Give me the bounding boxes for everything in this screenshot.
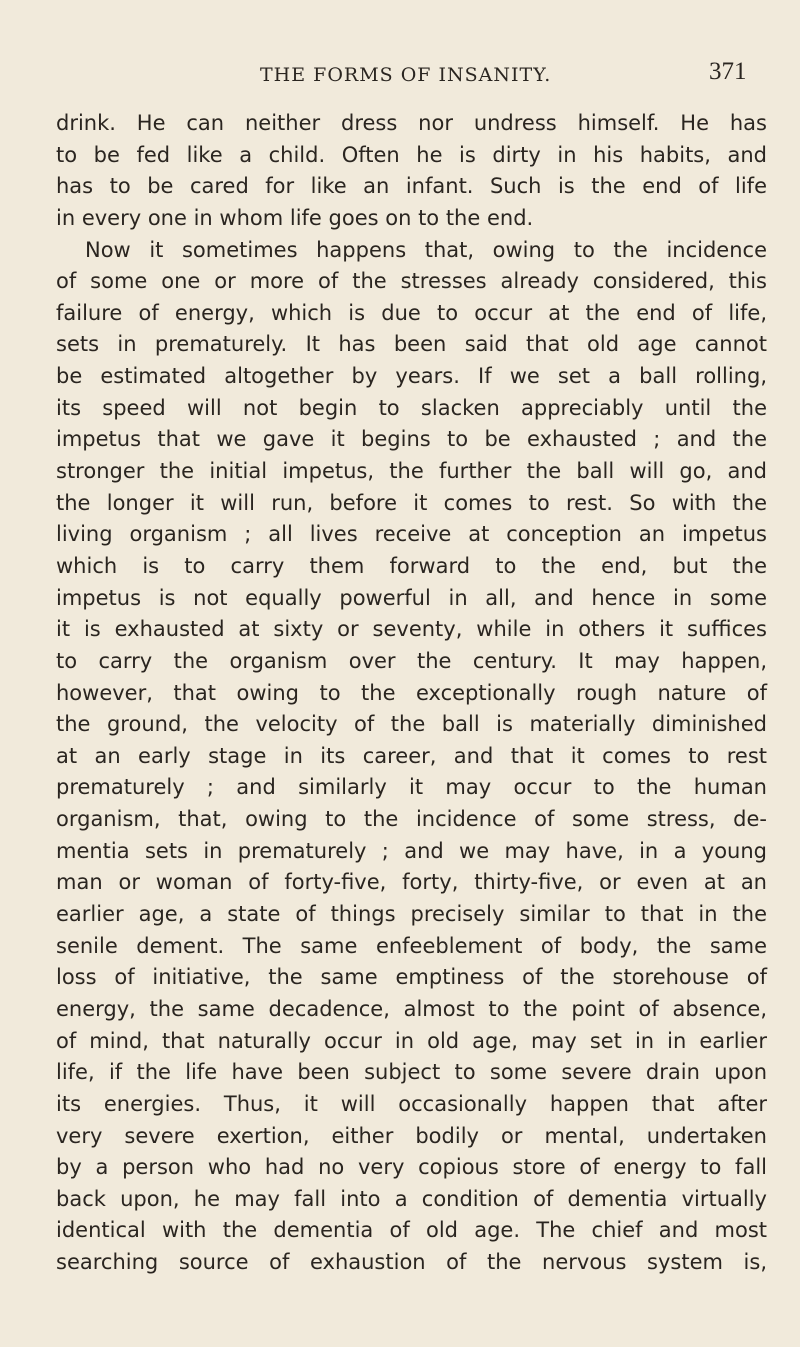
running-head xyxy=(0,50,800,90)
text-line: it is exhausted at sixty or seventy, while in others it suffices xyxy=(56,617,767,642)
text-line: loss of initiative, the same emptiness of the storehouse of xyxy=(56,965,767,990)
text-line: failure of energy, which is due to occur at the end of life, xyxy=(56,300,767,325)
text-line: to carry the organism over the century. It may happen, xyxy=(56,648,767,673)
text-line: impetus that we gave it begins to be exhausted ; and the xyxy=(56,427,767,452)
text-line: be estimated altogether by years. If we set a ball rolling, xyxy=(56,364,767,389)
text-line: its energies. Thus, it will occasionally happen that after xyxy=(56,1091,767,1116)
text-line: of mind, that naturally occur in old age, may set in in earlier xyxy=(56,1028,767,1053)
text-line: life, if the life have been subject to some severe drain upon xyxy=(56,1060,767,1085)
text-line: man or woman of forty-five, forty, thirty-five, or even at an xyxy=(56,870,767,895)
text-line: of some one or more of the stresses already considered, this xyxy=(56,269,767,294)
text-line: stronger the initial impetus, the further the ball will go, and xyxy=(56,459,767,484)
text-line: senile dement. The same enfeeblement of body, the same xyxy=(56,933,767,958)
text-line: back upon, he may fall into a condition of dementia virtually xyxy=(56,1186,767,1211)
text-line: the longer it will run, before it comes to rest. So with the xyxy=(56,490,767,515)
text-line: earlier age, a state of things precisely similar to that in the xyxy=(56,902,767,927)
text-line: energy, the same decadence, almost to the point of absence, xyxy=(56,996,767,1021)
text-line: in every one in whom life goes on to the end. xyxy=(56,205,534,230)
text-line: its speed will not begin to slacken appreciably until the xyxy=(56,395,767,420)
text-line: at an early stage in its career, and that it comes to rest xyxy=(56,743,767,768)
text-line: very severe exertion, either bodily or mental, undertaken xyxy=(56,1123,767,1148)
text-line: which is to carry them forward to the end, but the xyxy=(56,553,767,578)
text-line: to be fed like a child. Often he is dirty in his habits, and xyxy=(56,142,767,167)
text-line: however, that owing to the exceptionally rough nature of xyxy=(56,680,767,705)
text-line: organism, that, owing to the incidence of some stress, de- xyxy=(56,807,767,832)
text-line: by a person who had no very copious store of energy to fall xyxy=(56,1155,767,1180)
text-line: sets in prematurely. It has been said that old age cannot xyxy=(56,332,767,357)
text-line: living organism ; all lives receive at conception an impetus xyxy=(56,522,767,547)
text-line: the ground, the velocity of the ball is materially diminished xyxy=(56,712,767,737)
page-number: 371 xyxy=(709,58,747,85)
text-line: identical with the dementia of old age. The chief and most xyxy=(56,1218,767,1243)
paragraph-first-line: Now it sometimes happens that, owing to the incidence xyxy=(85,237,767,262)
text-line: impetus is not equally powerful in all, and hence in some xyxy=(56,585,767,610)
text-line: drink. He can neither dress nor undress himself. He has xyxy=(56,111,767,135)
running-title: THE FORMS OF INSANITY. xyxy=(260,64,552,86)
text-line: has to be cared for like an infant. Such is the end of life xyxy=(56,174,767,199)
body-text xyxy=(56,108,767,1279)
text-line: searching source of exhaustion of the nervous system is, xyxy=(56,1250,767,1275)
text-line: prematurely ; and similarly it may occur to the human xyxy=(56,775,767,800)
text-line: mentia sets in prematurely ; and we may have, in a young xyxy=(56,838,767,863)
